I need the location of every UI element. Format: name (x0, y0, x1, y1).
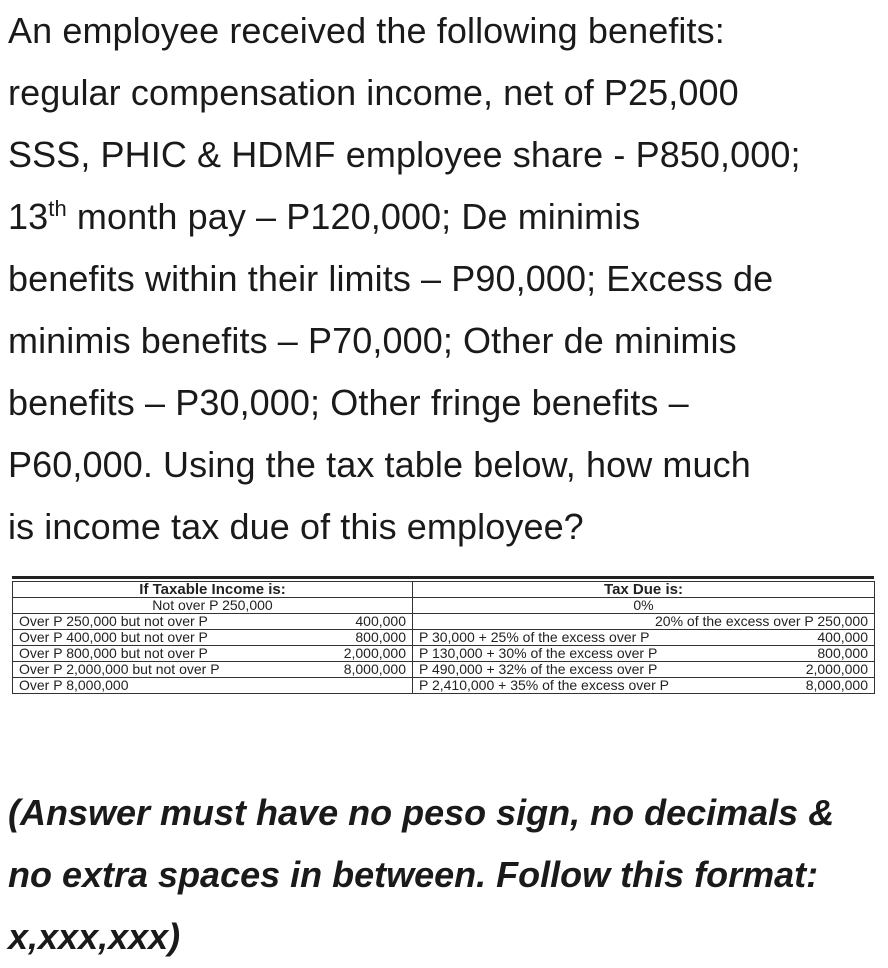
tax-formula: P 30,000 + 25% of the excess over P (419, 629, 650, 645)
table-row (13, 630, 875, 646)
question-text (8, 0, 886, 558)
tax-due-cell: 0% (413, 598, 875, 614)
bracket-limit: 800,000 (355, 629, 406, 645)
bracket-limit: 2,000,000 (343, 645, 406, 661)
header-taxable-income: If Taxable Income is: (13, 582, 413, 598)
tax-formula: P 2,410,000 + 35% of the excess over P (419, 677, 669, 693)
tax-due-cell (413, 630, 875, 646)
tax-due-cell (413, 646, 875, 662)
tax-due-cell: 20% of the excess over P 250,000 (413, 614, 875, 630)
tax-threshold: 800,000 (817, 645, 868, 661)
header-tax-due: Tax Due is: (413, 582, 875, 598)
bracket-limit: 400,000 (355, 613, 406, 629)
income-bracket-cell (13, 630, 413, 646)
bracket-range: Over P 250,000 but not over P (19, 613, 208, 629)
instruction-line: no extra spaces in between. Follow this format: (8, 854, 819, 895)
question-line: benefits within their limits – P90,000; Excess de (8, 258, 774, 299)
table-row (13, 598, 875, 614)
table-header-row (13, 582, 875, 598)
question-line: regular compensation income, net of P25,000 (8, 72, 739, 113)
question-line (8, 186, 886, 248)
tax-threshold: 2,000,000 (805, 661, 868, 677)
tax-table-image (12, 576, 874, 760)
tax-due-cell (413, 678, 875, 694)
bracket-limit: 8,000,000 (343, 661, 406, 677)
tax-formula: P 130,000 + 30% of the excess over P (419, 645, 658, 661)
bracket-range: Over P 400,000 but not over P (19, 629, 208, 645)
tax-due-cell (413, 662, 875, 678)
question-line: benefits – P30,000; Other fringe benefits – (8, 382, 689, 423)
instruction-line: (Answer must have no peso sign, no decimals & (8, 792, 835, 833)
income-bracket-cell (13, 614, 413, 630)
table-row (13, 646, 875, 662)
question-line: SSS, PHIC & HDMF employee share - P850,000; (8, 134, 801, 175)
bracket-range: Over P 800,000 but not over P (19, 645, 208, 661)
answer-instructions (8, 782, 886, 968)
question-line: An employee received the following benefits: (8, 10, 725, 51)
ordinal-superscript: th (48, 195, 67, 221)
income-bracket-cell (13, 662, 413, 678)
question-line: minimis benefits – P70,000; Other de minimis (8, 320, 737, 361)
income-bracket-cell (13, 646, 413, 662)
question-line-rest: month pay – P120,000; De minimis (66, 196, 641, 237)
question-line: P60,000. Using the tax table below, how much (8, 444, 751, 485)
question-line-start: 13 (8, 196, 49, 237)
table-row (13, 662, 875, 678)
table-top-rule (12, 576, 874, 579)
question-line: is income tax due of this employee? (8, 506, 584, 547)
tax-formula: P 490,000 + 32% of the excess over P (419, 661, 658, 677)
tax-table (12, 581, 875, 694)
table-row (13, 614, 875, 630)
instruction-line: x,xxx,xxx) (8, 916, 181, 957)
income-bracket-cell: Not over P 250,000 (13, 598, 413, 614)
bracket-range: Over P 2,000,000 but not over P (19, 661, 220, 677)
tax-threshold: 400,000 (817, 629, 868, 645)
income-bracket-cell: Over P 8,000,000 (13, 678, 413, 694)
table-row (13, 678, 875, 694)
tax-threshold: 8,000,000 (805, 677, 868, 693)
